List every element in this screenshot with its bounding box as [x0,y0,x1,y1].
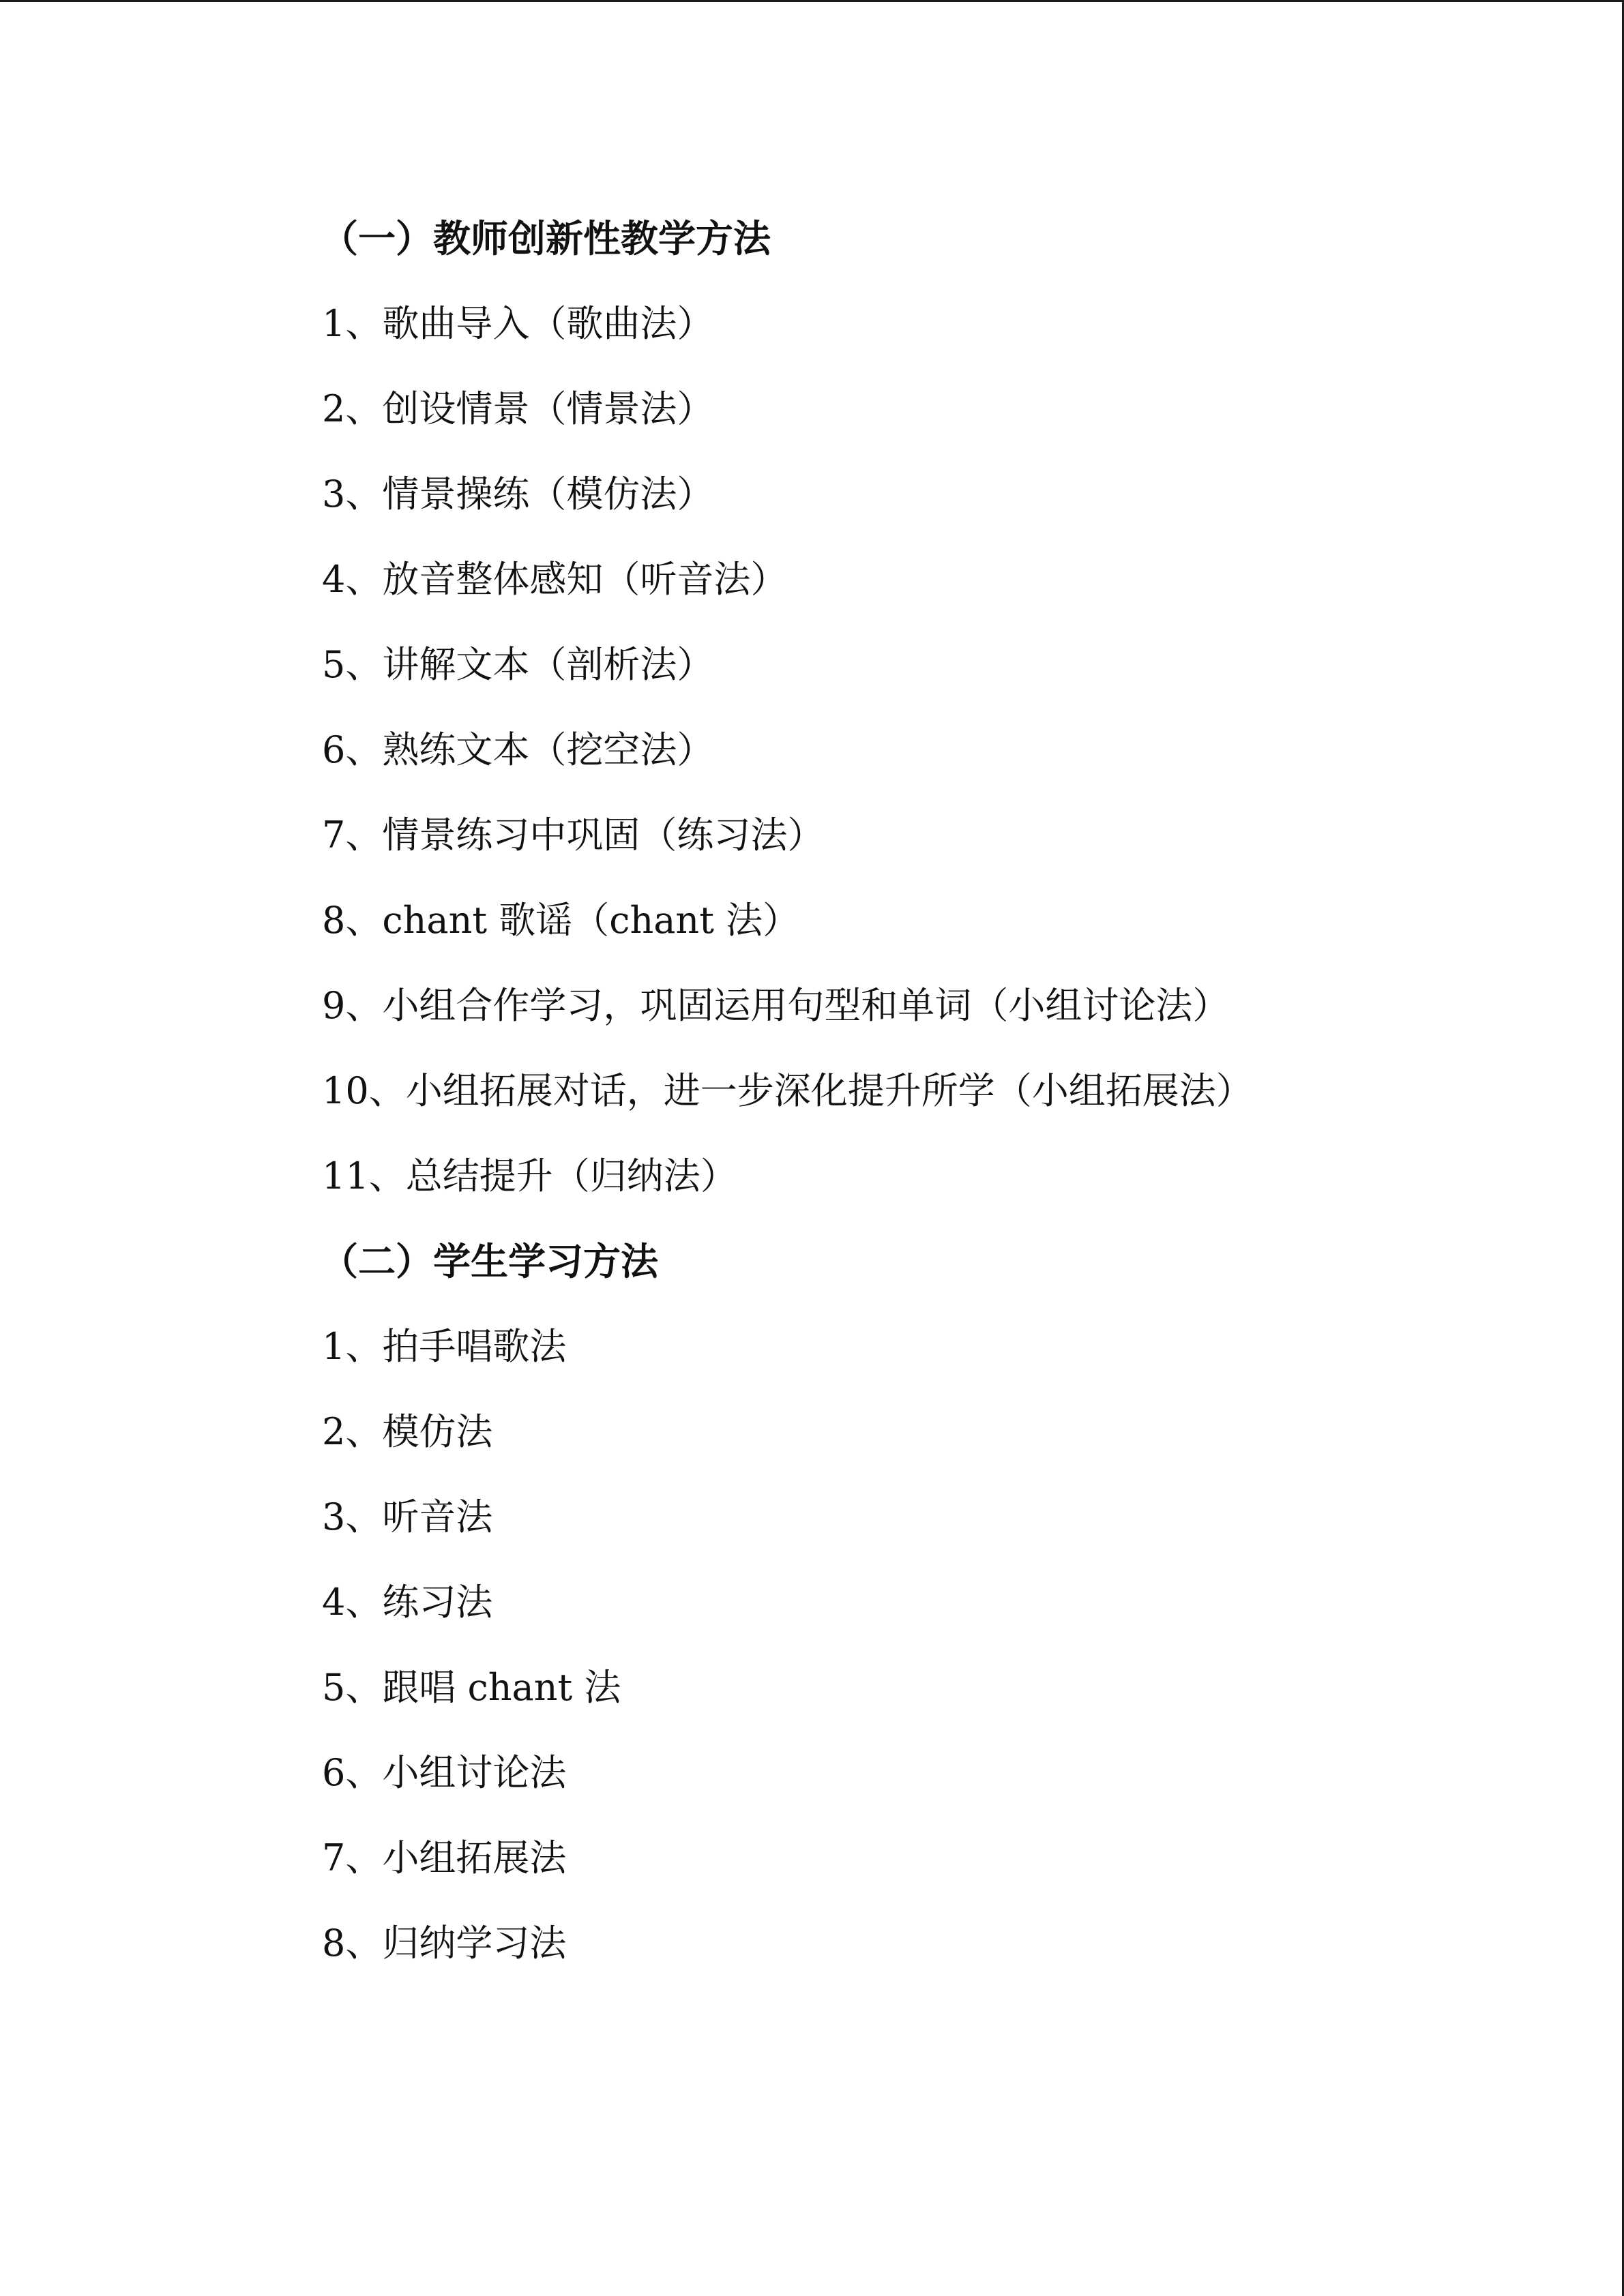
list-item: 8、归纳学习法 [322,1922,567,1965]
list-item: 11、总结提升（归纳法） [322,1154,737,1197]
list-item: 4、放音整体感知（听音法） [322,558,788,601]
list-item: 5、讲解文本（剖析法） [322,643,714,686]
list-item: 1、歌曲导入（歌曲法） [322,302,714,345]
list-item: 7、小组拓展法 [322,1836,567,1879]
list-item: 5、跟唱 chant 法 [322,1666,621,1709]
list-item: 10、小组拓展对话，进一步深化提升所学（小组拓展法） [322,1069,1253,1112]
list-item: 6、熟练文本（挖空法） [322,728,714,771]
list-item: 2、模仿法 [322,1410,493,1453]
list-item: 1、拍手唱歌法 [322,1325,567,1368]
list-item: 3、情景操练（模仿法） [322,473,714,516]
list-item: 8、chant 歌谣（chant 法） [322,899,800,942]
list-item: 6、小组讨论法 [322,1751,567,1794]
list-item: 9、小组合作学习，巩固运用句型和单词（小组讨论法） [322,984,1230,1027]
section-heading-student-methods: （二）学生学习方法 [321,1239,659,1283]
list-item: 2、创设情景（情景法） [322,387,714,430]
list-item: 7、情景练习中巩固（练习法） [322,814,825,856]
list-item: 4、练习法 [322,1581,493,1624]
list-item: 3、听音法 [322,1495,493,1538]
section-heading-teacher-methods: （一）教师创新性教学方法 [321,216,771,260]
